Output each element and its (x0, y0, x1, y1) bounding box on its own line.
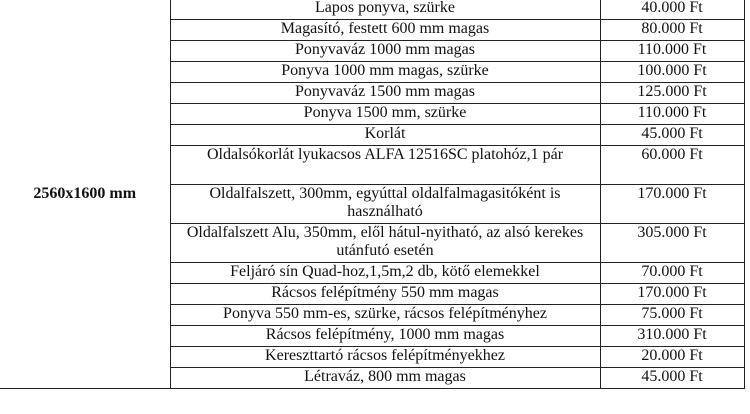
item-name: Magasító, festett 600 mm magas (170, 20, 600, 41)
item-price: 170.000 Ft (600, 185, 744, 224)
item-name: Ponyva 550 mm-es, szürke, rácsos felépítményhez (170, 305, 600, 326)
item-name: Rácsos felépítmény, 1000 mm magas (170, 326, 600, 347)
item-price: 125.000 Ft (600, 83, 744, 104)
item-name: Oldalfalszett Alu, 350mm, elől hátul-nyitható, az alsó kerekes utánfutó esetén (170, 224, 600, 263)
item-price: 310.000 Ft (600, 326, 744, 347)
item-price: 45.000 Ft (600, 368, 744, 389)
item-name: Oldalfalszett, 300mm, egyúttal oldalfalmagasitóként is használható (170, 185, 600, 224)
item-name: Rácsos felépítmény 550 mm magas (170, 284, 600, 305)
item-price: 110.000 Ft (600, 41, 744, 62)
item-name: Korlát (170, 125, 600, 146)
item-price: 40.000 Ft (600, 0, 744, 20)
item-price: 110.000 Ft (600, 104, 744, 125)
item-name: Feljáró sín Quad-hoz,1,5m,2 db, kötő elemekkel (170, 263, 600, 284)
item-name: Ponyvaváz 1000 mm magas (170, 41, 600, 62)
item-name: Ponyva 1000 mm magas, szürke (170, 62, 600, 83)
item-price: 70.000 Ft (600, 263, 744, 284)
item-name: Lapos ponyva, szürke (170, 0, 600, 20)
item-price: 100.000 Ft (600, 62, 744, 83)
item-name: Ponyvaváz 1500 mm magas (170, 83, 600, 104)
item-name: Oldalsókorlát lyukacsos ALFA 12516SC platohóz,1 pár (170, 146, 600, 185)
size-label: 2560x1600 mm (0, 0, 170, 389)
item-price: 60.000 Ft (600, 146, 744, 185)
item-name: Ponyva 1500 mm, szürke (170, 104, 600, 125)
item-price: 305.000 Ft (600, 224, 744, 263)
item-price: 170.000 Ft (600, 284, 744, 305)
item-price: 75.000 Ft (600, 305, 744, 326)
item-price: 20.000 Ft (600, 347, 744, 368)
table-row (0, 0, 744, 20)
item-name: Kereszttartó rácsos felépítményekhez (170, 347, 600, 368)
item-name: Létraváz, 800 mm magas (170, 368, 600, 389)
item-price: 45.000 Ft (600, 125, 744, 146)
item-price: 80.000 Ft (600, 20, 744, 41)
